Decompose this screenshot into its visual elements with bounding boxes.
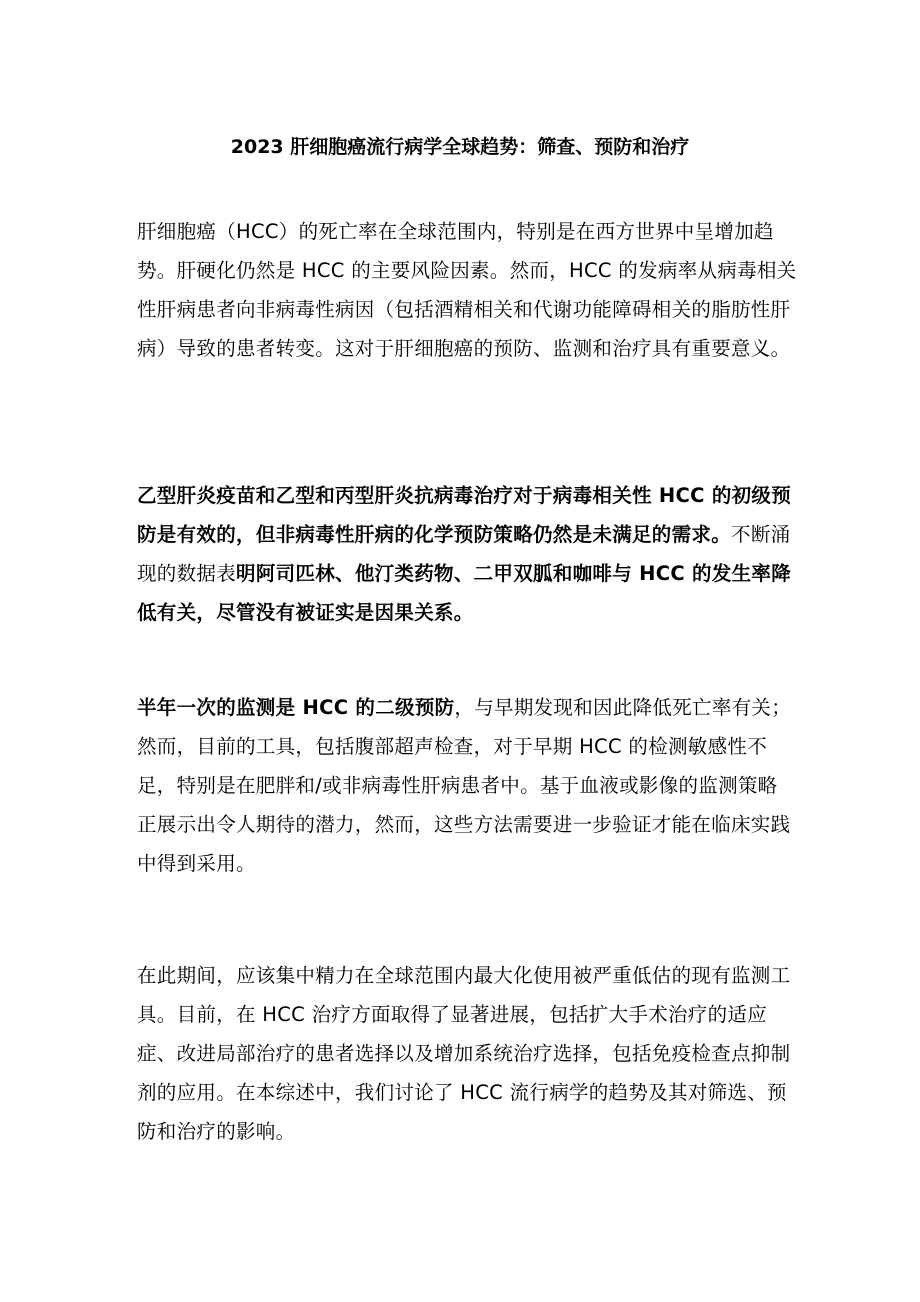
paragraph-4 bbox=[137, 956, 797, 1151]
paragraph-3-bold-text: 半年一次的监测是 HCC 的二级预防 bbox=[137, 696, 455, 719]
paragraph-1-text: 肝细胞癌（HCC）的死亡率在全球范围内，特别是在西方世界中呈增加趋势。肝硬化仍然是 HCC 的主要风险因素。然而，HCC 的发病率从病毒相关性肝病患者向非病毒性病因（包括酒精相关和代谢功能障碍相关的脂肪性肝病）导致的患者转变。这对于肝细胞癌的预防、监测和治疗具有重要意义。 bbox=[137, 220, 797, 360]
paragraph-3 bbox=[137, 688, 797, 883]
paragraph-2 bbox=[137, 476, 797, 632]
document-title: 2023 肝细胞癌流行病学全球趋势：筛查、预防和治疗 bbox=[230, 136, 690, 158]
paragraph-2-bold-text-1: 乙型肝炎疫苗和乙型和丙型肝炎抗病毒治疗对于病毒相关性 HCC 的初级预防是有效的，但非病毒性肝病的化学预防策略仍然是未满足的需求。 bbox=[137, 484, 792, 546]
paragraph-4-text: 在此期间，应该集中精力在全球范围内最大化使用被严重低估的现有监测工具。目前，在 HCC 治疗方面取得了显著进展，包括扩大手术治疗的适应症、改进局部治疗的患者选择以及增加系统治疗选择，包括免疫检查点抑制剂的应用。在本综述中，我们讨论了 HCC 流行病学的趋势及其对筛选、预防和治疗的影响。 bbox=[137, 964, 791, 1143]
paragraph-2-bold-text-2: 明阿司匹林、他汀类药物、二甲双胍和咖啡与 HCC 的发生率降低有关，尽管没有被证实是因果关系。 bbox=[137, 562, 792, 624]
paragraph-1 bbox=[137, 212, 797, 368]
paragraph-2-text: 不断涌现的数据表 bbox=[137, 523, 791, 585]
paragraph-3-text: ，与早期发现和因此降低死亡率有关；然而，目前的工具，包括腹部超声检查，对于早期 HCC 的检测敏感性不足，特别是在肥胖和/或非病毒性肝病患者中。基于血液或影像的监测策略正展示出令人期待的潜力，然而，这些方法需要进一步验证才能在临床实践中得到采用。 bbox=[137, 696, 792, 875]
